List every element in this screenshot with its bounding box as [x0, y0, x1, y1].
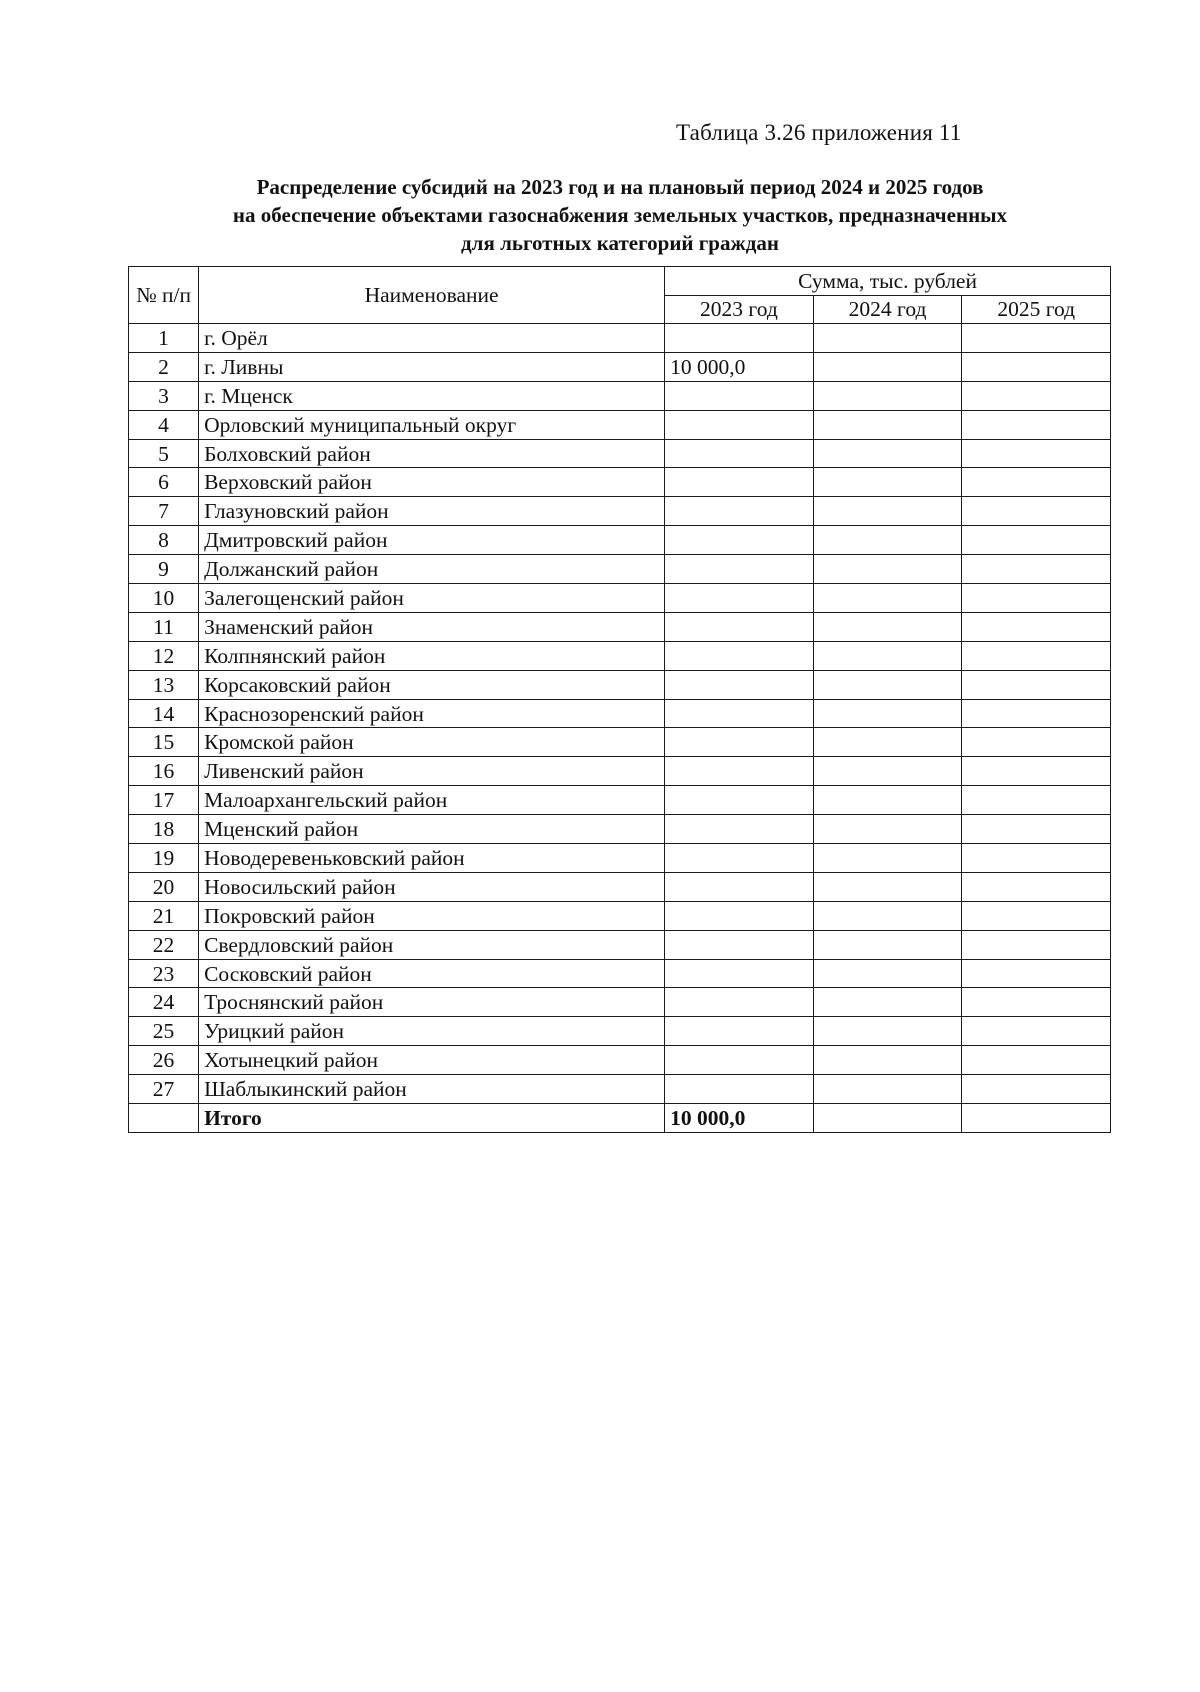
row-value-2024: [813, 757, 962, 786]
row-number: 27: [129, 1075, 199, 1104]
header-name: Наименование: [199, 267, 665, 324]
table-row: [129, 1017, 1111, 1046]
total-number-cell: [129, 1104, 199, 1133]
row-value-2025: [962, 728, 1111, 757]
header-year-2025: 2025 год: [962, 295, 1111, 324]
table-row: [129, 352, 1111, 381]
table-row: [129, 612, 1111, 641]
row-value-2025: [962, 959, 1111, 988]
row-value-2025: [962, 352, 1111, 381]
table-row: [129, 641, 1111, 670]
row-number: 3: [129, 381, 199, 410]
row-number: 7: [129, 497, 199, 526]
row-value-2023: [665, 757, 814, 786]
row-name: Знаменский район: [199, 612, 665, 641]
row-number: 23: [129, 959, 199, 988]
header-year-2024: 2024 год: [813, 295, 962, 324]
row-value-2023: [665, 728, 814, 757]
row-value-2025: [962, 497, 1111, 526]
row-value-2025: [962, 468, 1111, 497]
table-row: [129, 526, 1111, 555]
row-name: Покровский район: [199, 901, 665, 930]
row-name: Свердловский район: [199, 930, 665, 959]
row-number: 4: [129, 410, 199, 439]
table-row: [129, 844, 1111, 873]
row-number: 21: [129, 901, 199, 930]
row-value-2024: [813, 410, 962, 439]
row-value-2024: [813, 352, 962, 381]
row-value-2025: [962, 612, 1111, 641]
row-number: 9: [129, 555, 199, 584]
row-name: Глазуновский район: [199, 497, 665, 526]
row-number: 26: [129, 1046, 199, 1075]
document-title: [130, 173, 1110, 257]
row-name: г. Мценск: [199, 381, 665, 410]
row-value-2024: [813, 1046, 962, 1075]
row-value-2023: [665, 1017, 814, 1046]
row-value-2024: [813, 641, 962, 670]
row-value-2025: [962, 670, 1111, 699]
row-name: Кромской район: [199, 728, 665, 757]
row-number: 14: [129, 699, 199, 728]
row-value-2025: [962, 872, 1111, 901]
table-row: [129, 959, 1111, 988]
row-number: 17: [129, 786, 199, 815]
row-value-2025: [962, 324, 1111, 353]
row-value-2024: [813, 555, 962, 584]
table-row: [129, 584, 1111, 613]
row-value-2023: [665, 497, 814, 526]
total-2025: [962, 1104, 1111, 1133]
total-2023: 10 000,0: [665, 1104, 814, 1133]
row-number: 22: [129, 930, 199, 959]
row-value-2023: [665, 959, 814, 988]
table-row: [129, 930, 1111, 959]
total-2024: [813, 1104, 962, 1133]
row-value-2025: [962, 844, 1111, 873]
row-value-2023: [665, 1075, 814, 1104]
row-value-2023: 10 000,0: [665, 352, 814, 381]
row-name: Мценский район: [199, 815, 665, 844]
row-value-2023: [665, 699, 814, 728]
row-number: 2: [129, 352, 199, 381]
row-value-2024: [813, 381, 962, 410]
row-value-2024: [813, 872, 962, 901]
row-name: Новодеревеньковский район: [199, 844, 665, 873]
row-name: Орловский муниципальный округ: [199, 410, 665, 439]
row-value-2023: [665, 844, 814, 873]
row-name: Верховский район: [199, 468, 665, 497]
header-sum: Сумма, тыс. рублей: [665, 267, 1111, 296]
row-value-2024: [813, 1075, 962, 1104]
row-value-2025: [962, 641, 1111, 670]
table-row: [129, 815, 1111, 844]
table-footer: [129, 1104, 1111, 1133]
row-value-2025: [962, 439, 1111, 468]
table-header: [129, 267, 1111, 324]
row-value-2025: [962, 584, 1111, 613]
header-number: № п/п: [129, 267, 199, 324]
row-value-2025: [962, 381, 1111, 410]
table-row: [129, 988, 1111, 1017]
row-number: 16: [129, 757, 199, 786]
table-row: [129, 757, 1111, 786]
row-value-2023: [665, 641, 814, 670]
row-name: Ливенский район: [199, 757, 665, 786]
row-value-2024: [813, 497, 962, 526]
row-value-2023: [665, 410, 814, 439]
row-value-2023: [665, 381, 814, 410]
row-value-2025: [962, 988, 1111, 1017]
table-row: [129, 381, 1111, 410]
row-value-2023: [665, 526, 814, 555]
row-value-2023: [665, 324, 814, 353]
row-value-2023: [665, 930, 814, 959]
row-value-2025: [962, 815, 1111, 844]
row-name: Хотынецкий район: [199, 1046, 665, 1075]
total-row: [129, 1104, 1111, 1133]
row-name: Сосковский район: [199, 959, 665, 988]
row-value-2023: [665, 439, 814, 468]
table-row: [129, 410, 1111, 439]
row-number: 12: [129, 641, 199, 670]
table-row: [129, 786, 1111, 815]
row-value-2023: [665, 901, 814, 930]
row-value-2024: [813, 584, 962, 613]
row-value-2024: [813, 612, 962, 641]
row-number: 20: [129, 872, 199, 901]
row-value-2023: [665, 584, 814, 613]
row-value-2024: [813, 324, 962, 353]
row-value-2025: [962, 526, 1111, 555]
row-number: 11: [129, 612, 199, 641]
row-number: 5: [129, 439, 199, 468]
header-year-2023: 2023 год: [665, 295, 814, 324]
row-number: 1: [129, 324, 199, 353]
row-value-2024: [813, 728, 962, 757]
row-name: Малоархангельский район: [199, 786, 665, 815]
row-number: 25: [129, 1017, 199, 1046]
row-value-2025: [962, 555, 1111, 584]
row-value-2025: [962, 1046, 1111, 1075]
row-value-2025: [962, 901, 1111, 930]
row-value-2024: [813, 699, 962, 728]
row-value-2023: [665, 1046, 814, 1075]
row-number: 24: [129, 988, 199, 1017]
row-number: 18: [129, 815, 199, 844]
row-value-2023: [665, 988, 814, 1017]
row-value-2023: [665, 468, 814, 497]
row-value-2025: [962, 1017, 1111, 1046]
row-value-2025: [962, 930, 1111, 959]
row-name: Залегощенский район: [199, 584, 665, 613]
table-row: [129, 901, 1111, 930]
row-value-2023: [665, 555, 814, 584]
row-name: Урицкий район: [199, 1017, 665, 1046]
table-row: [129, 439, 1111, 468]
row-name: г. Ливны: [199, 352, 665, 381]
title-line-2: на обеспечение объектами газоснабжения земельных участков, предназначенных: [232, 203, 1008, 227]
row-value-2024: [813, 1017, 962, 1046]
row-value-2023: [665, 612, 814, 641]
row-value-2025: [962, 786, 1111, 815]
table-row: [129, 497, 1111, 526]
title-line-3: для льготных категорий граждан: [461, 231, 779, 255]
row-value-2025: [962, 410, 1111, 439]
table-reference: Таблица 3.26 приложения 11: [676, 120, 962, 145]
row-value-2024: [813, 526, 962, 555]
row-value-2025: [962, 757, 1111, 786]
table-row: [129, 670, 1111, 699]
row-name: Краснозоренский район: [199, 699, 665, 728]
header-row-1: [129, 267, 1111, 296]
row-value-2024: [813, 439, 962, 468]
row-value-2024: [813, 844, 962, 873]
row-value-2024: [813, 815, 962, 844]
row-name: Шаблыкинский район: [199, 1075, 665, 1104]
row-name: Болховский район: [199, 439, 665, 468]
row-value-2024: [813, 959, 962, 988]
row-value-2024: [813, 670, 962, 699]
table-row: [129, 1075, 1111, 1104]
table-row: [129, 728, 1111, 757]
row-name: Колпнянский район: [199, 641, 665, 670]
subsidy-table: [128, 266, 1111, 1133]
table-row: [129, 468, 1111, 497]
row-number: 8: [129, 526, 199, 555]
row-value-2023: [665, 872, 814, 901]
row-value-2023: [665, 670, 814, 699]
title-line-1: Распределение субсидий на 2023 год и на плановый период 2024 и 2025 годов: [256, 175, 984, 199]
row-value-2025: [962, 699, 1111, 728]
table-row: [129, 324, 1111, 353]
table-row: [129, 555, 1111, 584]
row-number: 6: [129, 468, 199, 497]
row-value-2023: [665, 786, 814, 815]
row-value-2023: [665, 815, 814, 844]
row-value-2024: [813, 901, 962, 930]
row-number: 19: [129, 844, 199, 873]
table-row: [129, 872, 1111, 901]
row-name: Корсаковский район: [199, 670, 665, 699]
row-number: 15: [129, 728, 199, 757]
row-name: г. Орёл: [199, 324, 665, 353]
row-value-2024: [813, 930, 962, 959]
row-value-2024: [813, 786, 962, 815]
row-value-2025: [962, 1075, 1111, 1104]
row-name: Троснянский район: [199, 988, 665, 1017]
table-row: [129, 1046, 1111, 1075]
row-name: Новосильский район: [199, 872, 665, 901]
row-value-2024: [813, 468, 962, 497]
row-name: Должанский район: [199, 555, 665, 584]
row-number: 10: [129, 584, 199, 613]
row-value-2024: [813, 988, 962, 1017]
total-label: Итого: [199, 1104, 665, 1133]
row-number: 13: [129, 670, 199, 699]
row-name: Дмитровский район: [199, 526, 665, 555]
table-row: [129, 699, 1111, 728]
table-body: [129, 324, 1111, 1104]
